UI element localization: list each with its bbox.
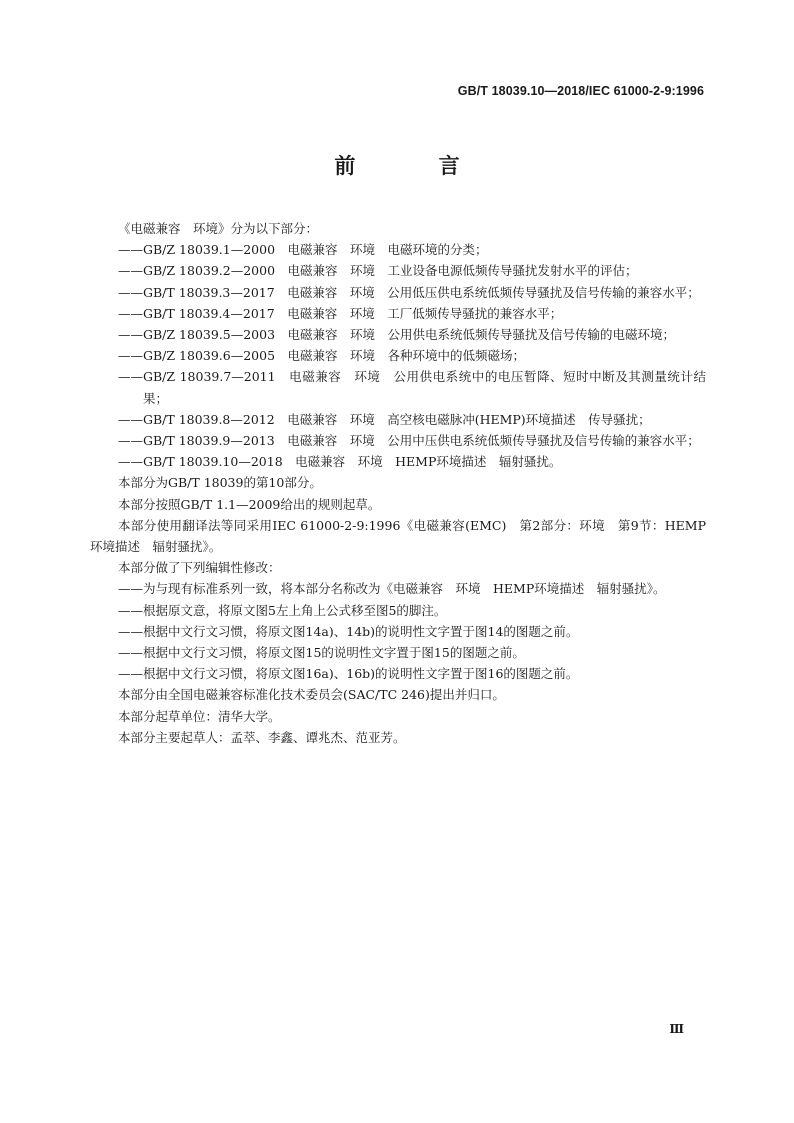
edit-list-item: ——根据中文行文习惯，将原文图14a)、14b)的说明性文字置于图14的图题之前。 xyxy=(118,623,579,639)
edits-intro-paragraph: 本部分做了下列编辑性修改： xyxy=(118,560,281,576)
intro-paragraph: 《电磁兼容 环境》分为以下部分： xyxy=(118,221,319,236)
part-list-item: ——GB/Z 18039.5—2003 电磁兼容 环境 公用供电系统低频传导骚扰及信号传输的电磁环境； xyxy=(118,327,676,343)
standard-number-header: GB/T 18039.10—2018/IEC 61000-2-9:1996 xyxy=(457,84,704,98)
edit-list-item: ——根据中文行文习惯，将原文图15的说明性文字置于图15的图题之前。 xyxy=(118,645,525,661)
part-list-item: ——GB/Z 18039.6—2005 电磁兼容 环境 各种环境中的低频磁场； xyxy=(118,348,526,364)
foreword-body xyxy=(90,218,706,748)
drafting-rules-paragraph: 本部分按照GB/T 1.1—2009给出的规则起草。 xyxy=(118,496,381,512)
part-list-item: ——GB/T 18039.9—2013 电磁兼容 环境 公用中压供电系统低频传导骚扰及信号传输的兼容水平； xyxy=(118,433,700,449)
proposed-by-paragraph: 本部分由全国电磁兼容标准化技术委员会(SAC/TC 246)提出并归口。 xyxy=(118,687,505,703)
part-list-item: ——GB/Z 18039.2—2000 电磁兼容 环境 工业设备电源低频传导骚扰发射水平的评估； xyxy=(118,263,638,279)
edit-list-item: ——为与现有标准系列一致，将本部分名称改为《电磁兼容 环境 HEMP环境描述 辐射骚扰》。 xyxy=(118,581,666,597)
edit-list-item: ——根据中文行文习惯，将原文图16a)、16b)的说明性文字置于图16的图题之前。 xyxy=(118,666,579,682)
part-list-item: ——GB/Z 18039.1—2000 电磁兼容 环境 电磁环境的分类； xyxy=(118,242,488,258)
page-number: Ⅲ xyxy=(669,1022,684,1036)
drafters-paragraph: 本部分主要起草人：孟萃、李鑫、谭兆杰、范亚芳。 xyxy=(118,729,406,745)
drafting-unit-paragraph: 本部分起草单位：清华大学。 xyxy=(118,708,281,724)
translation-paragraph: 本部分使用翻译法等同采用IEC 61000-2-9:1996《电磁兼容(EMC) 第2部分：环境 第9节：HEMP环境描述 辐射骚扰》。 xyxy=(90,517,706,555)
part-list-item: ——GB/T 18039.8—2012 电磁兼容 环境 高空核电磁脉冲(HEMP)环境描述 传导骚扰； xyxy=(118,411,651,427)
part-list-item: ——GB/T 18039.10—2018 电磁兼容 环境 HEMP环境描述 辐射骚扰。 xyxy=(118,454,562,470)
edit-list-item: ——根据原文意，将原文图5左上角上公式移至图5的脚注。 xyxy=(118,602,447,618)
part-list-item: ——GB/T 18039.3—2017 电磁兼容 环境 公用低压供电系统低频传导骚扰及信号传输的兼容水平； xyxy=(118,284,700,300)
page-title: 前 言 xyxy=(334,153,498,178)
part-number-paragraph: 本部分为GB/T 18039的第10部分。 xyxy=(118,475,322,491)
part-list-item: ——GB/T 18039.4—2017 电磁兼容 环境 工厂低频传导骚扰的兼容水平； xyxy=(118,305,563,321)
part-list-item: ——GB/Z 18039.7—2011 电磁兼容 环境 公用供电系统中的电压暂降、短时中断及其测量统计结果； xyxy=(118,369,706,406)
